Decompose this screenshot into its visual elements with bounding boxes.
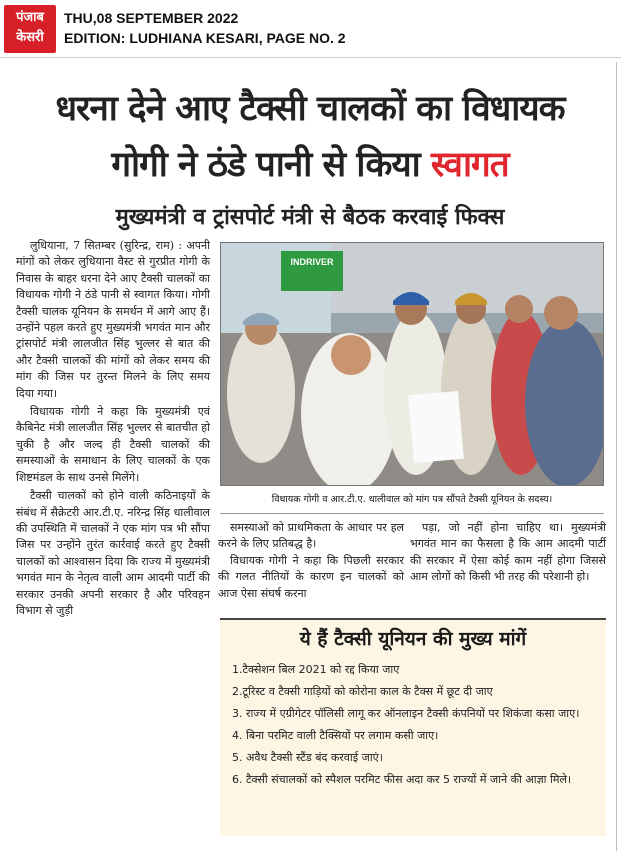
edition-info: EDITION: LUDHIANA KESARI, PAGE NO. 2 <box>64 30 346 46</box>
photo-caption: विधायक गोगी व आर.टी.ए. धालीवाल को मांग पत्र सौंपते टैक्सी यूनियन के सदस्य। <box>220 486 604 514</box>
col1-paragraph: लुधियाना, 7 सितम्बर (सुरिन्द्र, राम) : अपनी मांगों को लेकर लुधियाना वैस्ट से गुरप्रीत गोगी के निवास के बाहर धरना देने आए टैक्सी चालकों का विधायक गोगी ने ठंडे पानी से स्वागत किया। गोगी टैक्सी चालक यूनियन के समर्थन में आगे आए हैं। उन्होंने पहल करते हुए मुख्यमंत्री भगवंत मान और ट्रांसपोर्ट मंत्री लालजीत सिंह भुल्लर से बात की और टैक्सी चालकों की मांगों को लेकर समय की मांग की जिस पर तुरन्त मिलने के लिए समय दिया गया। <box>16 239 210 400</box>
headline-line-2-text: गोगी ने ठंडे पानी से किया <box>111 145 431 185</box>
demand-item: 2.टूरिस्ट व टैक्सी गाड़ियों को कोरोना काल के टैक्स में छूट दी जाए <box>232 685 493 698</box>
photo-illustration <box>221 243 604 486</box>
demand-item: 5. अवैध टैक्सी स्टैंड बंद करवाई जाएं। <box>232 751 383 764</box>
headline-line-1: धरना देने आए टैक्सी चालकों का विधायक <box>55 89 565 129</box>
demand-item: 3. राज्य में एग्रीगेटर पॉलिसी लागू कर ऑनलाइन टैक्सी कंपनियों पर शिकंजा कसा जाए। <box>232 707 580 720</box>
newspaper-logo <box>4 5 56 53</box>
demand-item: 1.टैक्सेशन बिल 2021 को रद्द किया जाए <box>232 663 400 676</box>
article-column-3 <box>410 520 606 586</box>
col2-paragraph: समस्याओं को प्राथमिकता के आधार पर हल करने के लिए प्रतिबद्ध है। <box>218 521 404 551</box>
article-column-1 <box>16 238 210 621</box>
demand-item: 4. बिना परमिट वाली टैक्सियों पर लगाम कसी जाए। <box>232 729 439 742</box>
edition-date: THU,08 SEPTEMBER 2022 <box>64 10 239 26</box>
logo-line-2: केसरी <box>16 30 44 45</box>
col1-paragraph: विधायक गोगी ने कहा कि मुख्यमंत्री एवं कैबिनेट मंत्री लालजीत सिंह भुल्लर से बातचीत हो चुकी है और जल्द ही टैक्सी चालकों की समस्याओं के समाधान के लिए चालकों के एक शिष्टमंडल के साथ उनसे मिलेंगे। <box>16 405 210 484</box>
demand-item: 6. टैक्सी संचालकों को स्पैशल परमिट फीस अदा कर 5 राज्यों में जाने की आज्ञा मिले। <box>232 773 572 786</box>
article-column-2 <box>218 520 404 602</box>
col1-paragraph: टैक्सी चालकों को होने वाली कठिनाइयों के संबंध में सैक्रेटरी आर.टी.ए. नरिन्द्र सिंह धालीवाल की उपस्थिति में चालकों ने एक मांग पत्र भी सौंपा जिस पर उन्होंने तुरंत कार्रवाई करते हुए टैक्सी चालकों को आश्वासन दिया कि राज्य में मुख्यमंत्री भगवंत मान के नेतृत्व वाली आम आदमी पार्टी की सरकार उनकी अपनी सरकार है और परिवहन विभाग से जुड़ी <box>16 489 210 617</box>
col2-paragraph: विधायक गोगी ने कहा कि पिछली सरकार की गलत नीतियों के कारण इन चालकों को आज ऐसा संघर्ष करना <box>218 553 404 600</box>
demands-title: ये हैं टैक्सी यूनियन की मुख्य मांगें <box>299 628 527 650</box>
col3-paragraph: पड़ा, जो नहीं होना चाहिए था। मुख्यमंत्री भगवंत मान का फैसला है कि आम आदमी पार्टी की सरकार में ऐसा कोई काम नहीं होगा जिससे आम लोगों को किसी भी तरह की परेशानी हो। <box>410 521 606 584</box>
page-header <box>0 0 621 58</box>
memorandum-paper <box>408 391 464 463</box>
headline-line-2 <box>10 140 610 190</box>
photo-sign-text: INDRIVER <box>290 257 334 267</box>
news-photo <box>220 242 604 486</box>
news-clipping <box>4 62 617 851</box>
edition-meta <box>64 8 346 48</box>
logo-line-1: पंजाब <box>16 10 44 25</box>
subheadline: मुख्यमंत्री व ट्रांसपोर्ट मंत्री से बैठक करवाई फिक्स <box>115 205 505 230</box>
headline-highlight: स्वागत <box>430 145 509 185</box>
demands-list <box>230 662 600 794</box>
demands-box <box>220 618 606 836</box>
